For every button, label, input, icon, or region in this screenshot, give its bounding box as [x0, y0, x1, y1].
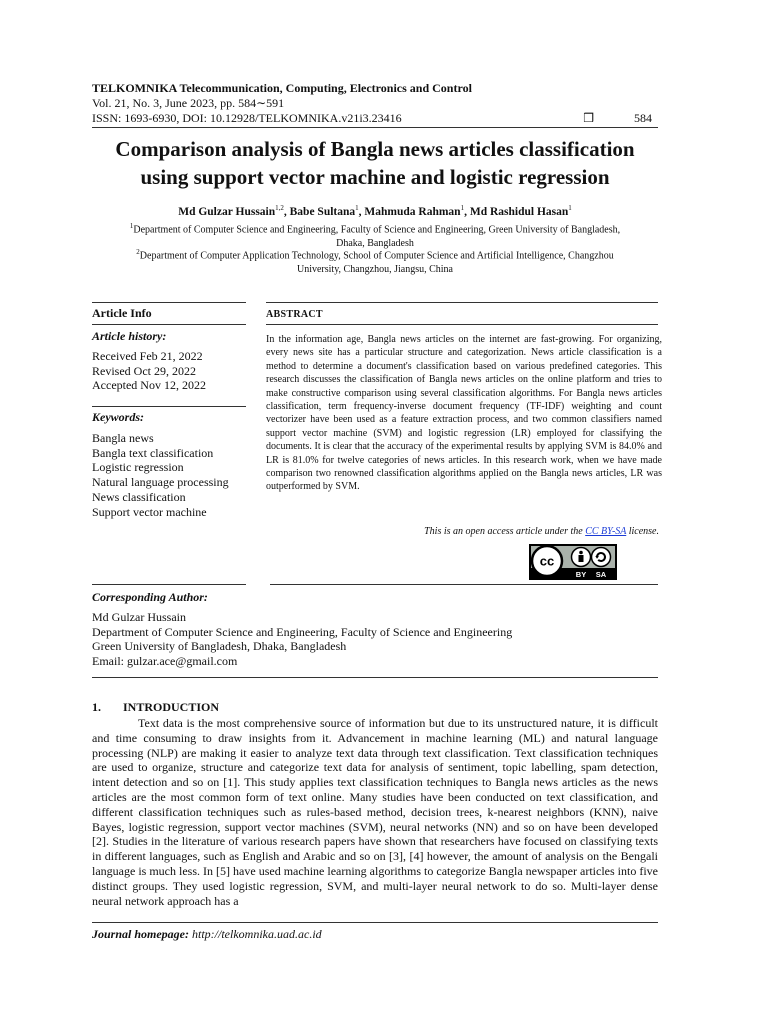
- cc-badge-icon: [529, 544, 617, 580]
- corr-bottom-rule: [92, 677, 658, 678]
- keyword-item: Logistic regression: [92, 460, 184, 475]
- license-link[interactable]: CC BY-SA: [585, 526, 627, 537]
- corresponding-line: Department of Computer Science and Engineering, Faculty of Science and Engineering: [92, 624, 513, 639]
- footer-rule: [92, 922, 658, 923]
- journal-homepage-link[interactable]: http://telkomnika.uad.ac.id: [192, 927, 322, 941]
- affiliation-sup: 2: [136, 248, 140, 256]
- section-number: 1.: [92, 700, 101, 714]
- square-icon: ❒: [583, 111, 594, 125]
- author-sup: 1,2: [275, 204, 284, 212]
- author-name: Mahmuda Rahman: [364, 205, 461, 218]
- license-suffix: license.: [626, 526, 659, 537]
- corresponding-author: [92, 590, 658, 669]
- open-access-note: [266, 526, 659, 537]
- affiliation-line: Dhaka, Bangladesh: [336, 237, 414, 249]
- corresponding-line: Email: gulzar.ace@gmail.com: [92, 654, 238, 669]
- keyword-item: Natural language processing: [92, 475, 229, 490]
- introduction-section: [92, 700, 658, 908]
- journal-name: TELKOMNIKA Telecommunication, Computing, Electronics and Control: [92, 81, 472, 95]
- corr-rule-right: [270, 584, 658, 585]
- journal-header: [92, 81, 652, 126]
- cc-by-sa-badge[interactable]: [529, 544, 617, 585]
- author-name: Md Rashidul Hasan: [469, 205, 569, 218]
- affiliation-line: Department of Computer Science and Engineering, Faculty of Science and Engineering, Green University of Bangladesh,: [133, 224, 621, 236]
- abstract-heading: ABSTRACT: [266, 309, 323, 320]
- info-rule: [92, 324, 246, 325]
- keyword-item: Support vector machine: [92, 504, 207, 519]
- article-history: [92, 329, 246, 393]
- author-sup: 1: [460, 204, 465, 212]
- history-item: Revised Oct 29, 2022: [92, 363, 196, 378]
- corresponding-details: [92, 610, 658, 669]
- article-info-heading: Article Info: [92, 306, 152, 320]
- volume-line: Vol. 21, No. 3, June 2023, pp. 584∼591: [92, 96, 285, 110]
- history-rule: [92, 406, 246, 407]
- author-name: Md Gulzar Hussain: [178, 205, 276, 218]
- corr-rule-left: [92, 584, 246, 585]
- badge-sa-text: SA: [595, 570, 607, 579]
- keywords-heading: Keywords:: [92, 410, 144, 424]
- author-name: Babe Sultana: [289, 205, 356, 218]
- page-number: 584: [634, 111, 652, 125]
- author-sup: 1: [568, 204, 572, 212]
- license-prefix: This is an open access article under the: [424, 526, 586, 537]
- badge-by-text: BY: [575, 570, 587, 579]
- issn-line: ISSN: 1693-6930, DOI: 10.12928/TELKOMNIKA.v21i3.23416: [92, 111, 402, 125]
- article-info-heading-block: [92, 306, 246, 321]
- paper-title: [60, 135, 690, 191]
- history-list: [92, 349, 246, 393]
- history-item: Accepted Nov 12, 2022: [92, 378, 206, 393]
- section-title: INTRODUCTION: [123, 700, 220, 714]
- keyword-item: Bangla news: [92, 431, 154, 445]
- abstract-rule: [266, 324, 658, 325]
- title-line-2: using support vector machine and logistic regression: [140, 165, 610, 189]
- section-heading: [92, 700, 658, 715]
- keyword-item: News classification: [92, 489, 186, 504]
- keywords-list: [92, 431, 246, 519]
- history-heading: Article history:: [92, 329, 167, 343]
- abstract-text: In the information age, Bangla news articles on the internet are fast-growing. For organizing, every news site has a particular structure and categorization. News article classification is a method to determine a document's classification based on various predefined categories. This research discusses the classification of Bangla news articles on the online platform and tries to make constructive comparison using several classification algorithms. For Bangla news articles classification, term frequency-inverse document frequency (TF-IDF) weighting and count vectorizer have been used as a feature extraction process, and two common classifiers named support vector machine (SVM) and logistic regression (LR) employed for classifying the documents. It is clear that the accuracy of the experimental results by applying SVM is 84.0% and LR is 81.0% for twelve categories of news articles. In this research work, when we have made comparison two renowned classification algorithms applied on the Bangla news articles, LR was outperformed by SVM.: [266, 334, 662, 493]
- author-sup: 1: [355, 204, 359, 212]
- history-item: Received Feb 21, 2022: [92, 349, 203, 363]
- author-list: Md Gulzar Hussain$^{1,2}$, Babe Sultana$^1$, Mahmuda Rahman$^1$, Md Rashidul Hasan$^1$: [178, 204, 572, 218]
- introduction-text: Text data is the most comprehensive source of information but due to its unstructured nature, it is difficult and time consuming to draw insights from it. Advancement in machine learning (ML) and natural language processing (NLP) are making it easier to analyze text data through text classification. Text classification techniques are used to organize, structure and categorize text data for analysis of sentiment, topic labelling, spam detection, intent detection and so on [1]. This study applies text classification techniques to Bangla news articles as the news articles are the most common form of text online. Many studies have been conducted on text classification, and different classification techniques such as rules-based method, decision trees, k-nearest neighbors (KNN), naive Bayes, logistic regression, support vector machines (SVM), neural networks (NN) and so on have been developed [2]. Studies in the literature of various research papers have shown that researchers have focused on classifying texts in different languages, such as English and Arabic and so on [3], [4] however, the amount of analysis on the Bengali language is much less. In [5] have used machine learning algorithms to categorize Bangla newspaper articles into five distinct groups. They used logistic regression, SVM, and multi-layer neural network to do so. Multi-layer dense neural network approach has a: [92, 716, 658, 908]
- corresponding-line: Md Gulzar Hussain: [92, 610, 186, 624]
- abstract-top-rule: [266, 302, 658, 303]
- footer-label: Journal homepage:: [92, 927, 190, 941]
- issn-row: [92, 111, 652, 126]
- affiliation-line: Department of Computer Application Technology, School of Computer Science and Artificial Intelligence, Changzhou: [139, 250, 614, 262]
- keyword-item: Bangla text classification: [92, 445, 214, 460]
- badge-cc-text: cc: [539, 553, 555, 569]
- title-line-1: Comparison analysis of Bangla news articles classification: [115, 137, 635, 161]
- keywords-block: [92, 410, 246, 519]
- affiliation-2: [92, 246, 658, 276]
- info-top-rule: [92, 302, 246, 303]
- header-rule: [92, 127, 658, 128]
- affiliation-sup: 1: [129, 222, 134, 230]
- corresponding-heading: Corresponding Author:: [92, 590, 208, 604]
- corresponding-line: Green University of Bangladesh, Dhaka, Bangladesh: [92, 639, 347, 654]
- journal-footer: [92, 927, 322, 942]
- affiliation-line: University, Changzhou, Jiangsu, China: [296, 263, 453, 275]
